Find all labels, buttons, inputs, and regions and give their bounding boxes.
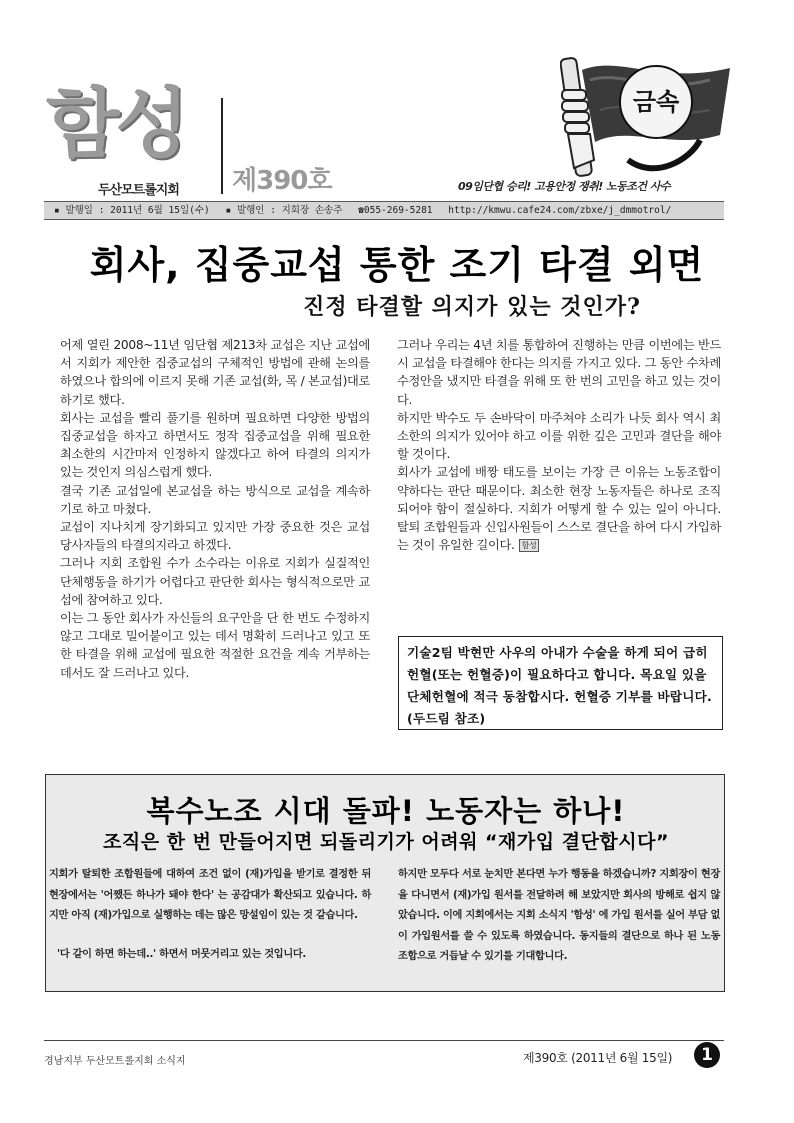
paragraph: 그러나 우리는 4년 치를 통합하여 진행하는 만큼 이번에는 반드시 교섭을 타결해야 한다는 의지를 가지고 있다. 그 동안 수차례 수정안을 냈지만 타결을 위해 또 한 번의 고민을 하고 있는 것이다. bbox=[397, 338, 721, 407]
box-left-column bbox=[49, 865, 371, 965]
main-subheadline: 진정 타결할 의지가 있는 것인가? bbox=[303, 294, 641, 320]
paragraph: 교섭이 지나치게 장기화되고 있지만 가장 중요한 것은 교섭 당사자들의 타결의지라고 하겠다. bbox=[60, 520, 370, 553]
page-number: 1 bbox=[694, 1042, 720, 1068]
main-headline: 회사, 집중교섭 통한 조기 타결 외면 bbox=[89, 243, 705, 287]
article-left-column bbox=[60, 336, 370, 682]
paragraph: 회사는 교섭을 빨리 풀기를 원하며 필요하면 다양한 방법의 집중교섭을 하자고 하면서도 정작 집중교섭을 위해 필요한 최소한의 시간마저 인정하지 않겠다고 하여 타결의 의지가 있는 것인지 의심스럽게 했다. bbox=[60, 410, 370, 480]
logo-text: 금속 bbox=[632, 88, 680, 116]
paragraph: 어제 열린 2008~11년 임단협 제213차 교섭은 지난 교섭에서 지회가 제안한 집중교섭의 구체적인 방법에 관해 논의를 하였으나 합의에 이르지 못해 기존 교섭(화, 목 / 본교섭)대로 하기로 했다. bbox=[60, 338, 370, 407]
paragraph-text: 회사가 교섭에 배짱 태도를 보이는 가장 큰 이유는 노동조합이 약하다는 판단 때문이다. 최소한 현장 노동자들은 하나로 조직되어야 함이 절실하다. 지회가 어떻게 할 수 있는 일이 아니다. 탈퇴 조합원들과 신입사원들이 스스로 결단을 하여 다시 가입하는 것이 유일한 길이다. bbox=[397, 465, 721, 553]
paragraph: 지회가 탈퇴한 조합원들에 대하여 조건 없이 (재)가입을 받기로 결정한 뒤 현장에서는 '어쨌든 하나가 돼야 한다' 는 공감대가 확산되고 있습니다. 하지만 아직 (재)가입으로 실행하는 데는 많은 망설임이 있는 것 같습니다. bbox=[49, 869, 371, 921]
paragraph: 하지만 모두다 서로 눈치만 본다면 누가 행동을 하겠습니까? 지회장이 현장을 다니면서 (재)가입 원서를 전달하려 해 보았지만 회사의 방해로 쉽지 않았습니다. 이에 지회에서는 지회 소식지 '함성' 에 가입 원서를 실어 부담 없이 가입원서를 쓸 수 있도록 하였습니다. 동지들의 결단으로 하나 된 노동조합으로 거듭날 수 있기를 기대합니다. bbox=[398, 869, 720, 962]
publish-date: ▪ 발행일 : 2011년 6월 15일(수) bbox=[54, 205, 210, 216]
box-right-column bbox=[398, 865, 720, 968]
metal-union-flag-fist-icon bbox=[560, 50, 735, 180]
branch-name: 두산모트롤지회 bbox=[98, 183, 179, 198]
paragraph: 이는 그 동안 회사가 자신들의 요구안을 단 한 번도 수정하지 않고 그대로 밀어붙이고 있는 데서 명확히 드러나고 있고 또한 타결을 위해 교섭에 필요한 적절한 요건을 계속 거부하는 데서도 잘 드러나고 있다. bbox=[60, 611, 370, 680]
publication-info-bar bbox=[44, 201, 724, 220]
footer-publication: 경남지부 두산모트롤지회 소식지 bbox=[44, 1056, 186, 1067]
blood-donation-notice: 기술2팀 박현만 사우의 아내가 수술을 하게 되어 급히 헌혈(또는 헌혈증)이 필요하다고 합니다. 목요일 있을 단체헌혈에 적극 동참합시다. 헌혈증 기부를 바랍니다.(두드림 참조) bbox=[398, 636, 723, 730]
paragraph: 결국 기존 교섭일에 본교섭을 하는 방식으로 교섭을 계속하기로 하고 마쳤다. bbox=[60, 483, 370, 516]
article-right-column bbox=[397, 336, 721, 554]
masthead-divider bbox=[221, 98, 223, 194]
footer-issue-date: 제390호 (2011년 6월 15일) bbox=[523, 1051, 673, 1065]
paragraph: '다 같이 하면 하는데..' 하면서 머뭇거리고 있는 것입니다. bbox=[57, 948, 306, 960]
end-tag: 함성 bbox=[519, 539, 540, 552]
website-link[interactable]: http://kmwu.cafe24.com/zbxe/j_dmmotrol/ bbox=[448, 205, 672, 216]
phone: ☎055-269-5281 bbox=[358, 205, 433, 216]
footer-divider bbox=[44, 1040, 724, 1041]
paragraph-last bbox=[397, 463, 721, 554]
publisher: ▪ 발행인 : 지회장 손송주 bbox=[225, 205, 343, 216]
box-headline: 복수노조 시대 돌파! 노동자는 하나! bbox=[146, 794, 626, 828]
paragraph: 그러나 지회 조합원 수가 소수라는 이유로 지회가 실질적인 단체행동을 하기가 어렵다고 판단한 회사는 형식적으로만 교섭에 참여하고 있다. bbox=[60, 556, 370, 607]
box-subheadline: 조직은 한 번 만들어지면 되돌리기가 어려워 “재가입 결단합시다” bbox=[103, 831, 669, 853]
rejoin-article-box bbox=[45, 774, 725, 992]
newsletter-title: 함성 bbox=[46, 79, 185, 168]
slogan: 09임단협 승리! 고용안정 쟁취! 노동조건 사수 bbox=[458, 180, 671, 193]
issue-number: 제390호 bbox=[232, 166, 332, 196]
paragraph: 하지만 박수도 두 손바닥이 마주쳐야 소리가 나듯 회사 역시 최소한의 의지가 있어야 하고 이를 위한 깊은 고민과 결단을 해야 할 것이다. bbox=[397, 410, 721, 462]
